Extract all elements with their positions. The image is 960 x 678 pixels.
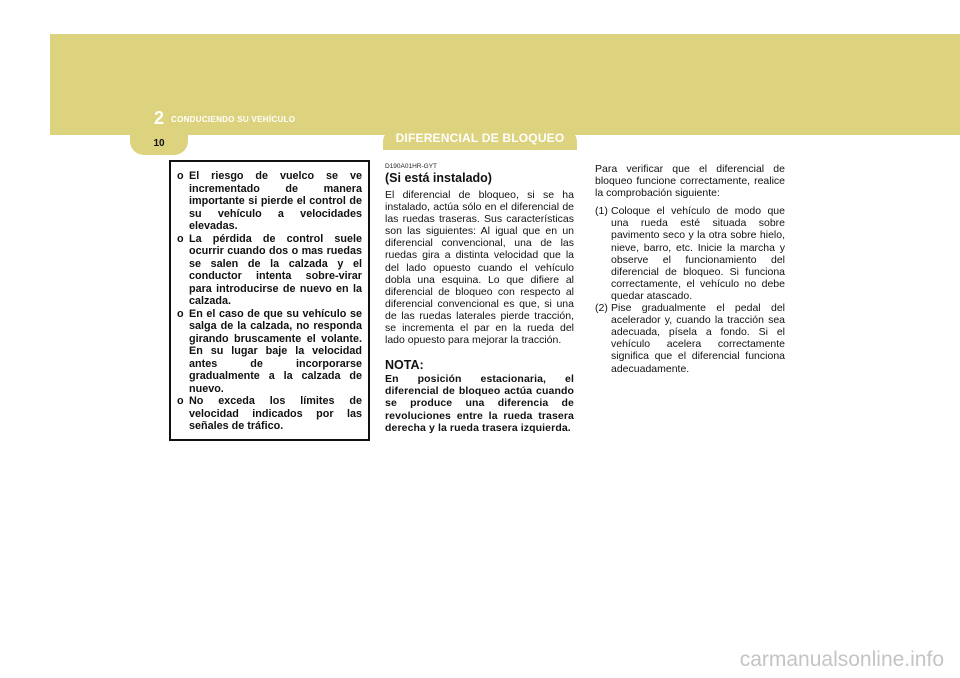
warning-item: [177, 308, 362, 396]
section-code: D190A01HR-GYT: [385, 163, 438, 170]
page-number: 10: [153, 138, 165, 149]
warning-item-text: No exceda los límites de velocidad indicados por las señales de tráfico.: [189, 395, 362, 432]
warning-item-text: En el caso de que su vehículo se salga de la calzada, no responda girando bruscamente el volante. En su lugar baje la velocidad antes de incorporarse gradualmente a la calzada de nuevo.: [189, 307, 362, 395]
note-text: En posición estacionaria, el diferencial de bloqueo actúa cuando se produce una diferencia de revoluciones entre la rueda trasera derecha y la rueda trasera izquierda.: [385, 373, 574, 434]
step-item: [595, 302, 785, 375]
step-item: [595, 205, 785, 302]
step-text: Coloque el vehículo de modo que una rueda esté situada sobre pavimento seco y la otra sobre hielo, nieve, barro, etc. Inicie la marcha y observe el funcionamiento del diferencial de bloqueo. Si funciona correctamente, el vehículo no debe quedar atascado.: [611, 205, 785, 302]
step-number: (2): [595, 302, 608, 315]
note-label: NOTA:: [385, 358, 424, 373]
bullet-marker: o: [177, 232, 184, 245]
warning-box: [169, 160, 370, 441]
warning-item-text: El riesgo de vuelco se ve incrementado de manera importante si pierde el control de su vehículo a velocidades elevadas.: [189, 170, 362, 232]
bullet-marker: o: [177, 170, 184, 182]
bullet-marker: o: [177, 395, 184, 407]
watermark: carmanualsonline.info: [739, 648, 944, 671]
middle-column: [385, 163, 574, 434]
bullet-marker: o: [177, 307, 184, 320]
warning-item: [177, 395, 362, 433]
chapter-title: CONDUCIENDO SU VEHÍCULO: [171, 115, 296, 124]
step-number: (1): [595, 205, 608, 218]
right-column: [595, 163, 785, 375]
warning-item: [177, 233, 362, 308]
warning-item: [177, 170, 362, 233]
check-steps: [595, 205, 785, 374]
step-text: Pise gradualmente el pedal del acelerador y, cuando la tracción sea adecuada, písela a fondo. Si el vehículo acelera correctamente significa que el diferencial funciona adecuadamente.: [611, 302, 785, 375]
warning-list: [177, 170, 362, 433]
chapter-number: 2: [154, 108, 165, 128]
warning-item-text: La pérdida de control suele ocurrir cuando dos o mas ruedas se salen de la calzada y el conductor intenta sobre-virar para introducirse de nuevo en la calzada.: [189, 232, 362, 307]
section-title: DIFERENCIAL DE BLOQUEO: [395, 131, 565, 145]
subheading: (Si está instalado): [385, 171, 492, 185]
check-intro: Para verificar que el diferencial de bloqueo funcione correctamente, realice la comprobación siguiente:: [595, 163, 785, 200]
description-paragraph: El diferencial de bloqueo, si se ha instalado, actúa sólo en el diferencial de las ruedas traseras. Sus características son las siguientes: Al igual que en un diferencial convencional, una de las ruedas gira a distinta velocidad que la del lado opuesto cuando el vehículo dobla una esquina. Lo que difiere al diferencial de bloqueo con respecto al diferencial convencional es que, si una de las ruedas laterales pierde tracción, se incrementa el par en la rueda del lado opuesto para mejorar la tracción.: [385, 189, 574, 347]
